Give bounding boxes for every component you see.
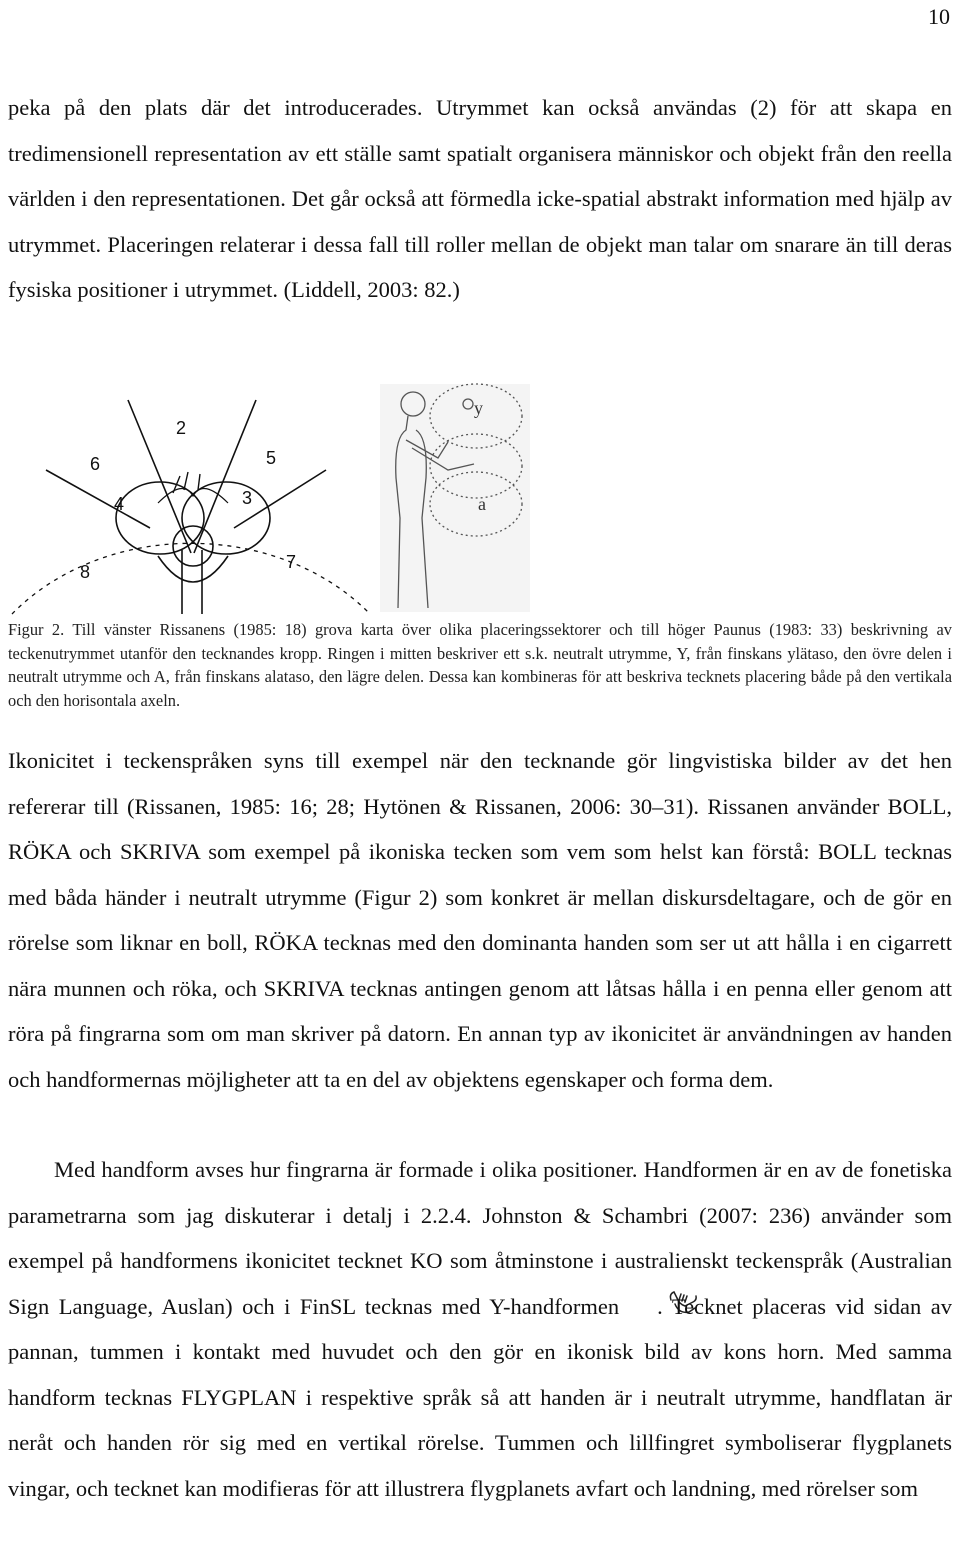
paragraph-3-start: Med handform avses hur fingrarna är formade i olika positioner. Handformen är en av de fonetiska parametrarna som jag diskuterar i detalj i 2.2.4. Johnston & Schambri (2007: 236) använder som exempel på handformens ikonicitet tecknet KO som åtminstone i australienskt teckenspråk (Australian Sign Language, Auslan) och i FinSL tecknas med Y-handformen	[8, 1157, 952, 1319]
sector-label-4: 4	[114, 494, 125, 514]
figure-2-drawings	[8, 378, 952, 618]
paragraph-3-end: . Tecknet placeras vid sidan av pannan, tummen i kontakt med huvudet och den gör en ikonisk bild av kons horn. Med samma handform tecknas FLYGPLAN i respektive språk så att handen är i neutralt utrymme, handflatan är neråt och handen rör sig med en vertikal rörelse. Tummen och lillfingret symboliserar flygplanets vingar, och tecknet kan modifieras för att illustrera flygplanets avfart och landning, med rörelser som	[8, 1293, 953, 1501]
y-handshape-icon	[619, 1288, 653, 1318]
sector-label-8: 8	[80, 562, 91, 582]
space-label-a: a	[478, 494, 486, 514]
sector-label-3: 3	[242, 488, 253, 508]
sector-map-drawing	[12, 400, 370, 614]
sector-label-6: 6	[90, 454, 101, 474]
sector-label-5: 5	[266, 448, 277, 468]
sector-label-7: 7	[286, 552, 297, 572]
paragraph-2: Ikonicitet i teckenspråken syns till exempel när den tecknande gör lingvistiska bilder av det hen refererar till (Rissanen, 1985: 16; 28; Hytönen & Rissanen, 2006: 30–31). Rissanen använder BOLL, RÖKA och SKRIVA som exempel på ikoniska tecken som vem som helst kan förstå: BOLL tecknas med båda händer i neutralt utrymme (Figur 2) som konkret är mellan diskursdeltagare, och de gör en rörelse som liknar en boll, RÖKA tecknas med den dominanta handen som ser ut att hålla i en cigarrett nära munnen och röka, och SKRIVA tecknas antingen genom att låtsas hålla i en penna eller genom att röra på fingrarna som om man skriver på datorn. En annan typ av ikonicitet är användningen av handen och handformernas möjligheter att ta en del av objektens egenskaper och forma dem.	[8, 748, 952, 1092]
sector-label-2: 2	[176, 418, 187, 438]
paragraph-3	[8, 1147, 952, 1511]
paragraph-1: peka på den plats där det introducerades. Utrymmet kan också användas (2) för att skapa en tredimensionell representation av ett ställe samt spatialt organisera människor och objekt från den reella världen i den representationen. Det går också att förmedla icke-spatial abstrakt information med hjälp av utrymmet. Placeringen relaterar i dessa fall till roller mellan de objekt man talar om snarare än till deras fysiska positioner i utrymmet. (Liddell, 2003: 82.)	[8, 95, 952, 302]
space-label-y: y	[474, 398, 483, 418]
page-number: 10	[928, 4, 950, 29]
figure-2	[8, 378, 952, 618]
figure-caption: Figur 2. Till vänster Rissanens (1985: 18) grova karta över olika placeringssektorer och till höger Paunus (1983: 33) beskrivning av teckenutrymmet utanför den tecknandes kropp. Ringen i mitten beskriver ett s.k. neutralt utrymme, Y, från finskans ylätaso, den övre delen i neutralt utrymme och A, från finskans alataso, den lägre delen. Dessa kan kombineras för att beskriva tecknets placering både på den vertikala och den horisontala axeln.	[8, 620, 952, 710]
signing-space-drawing	[380, 384, 530, 612]
